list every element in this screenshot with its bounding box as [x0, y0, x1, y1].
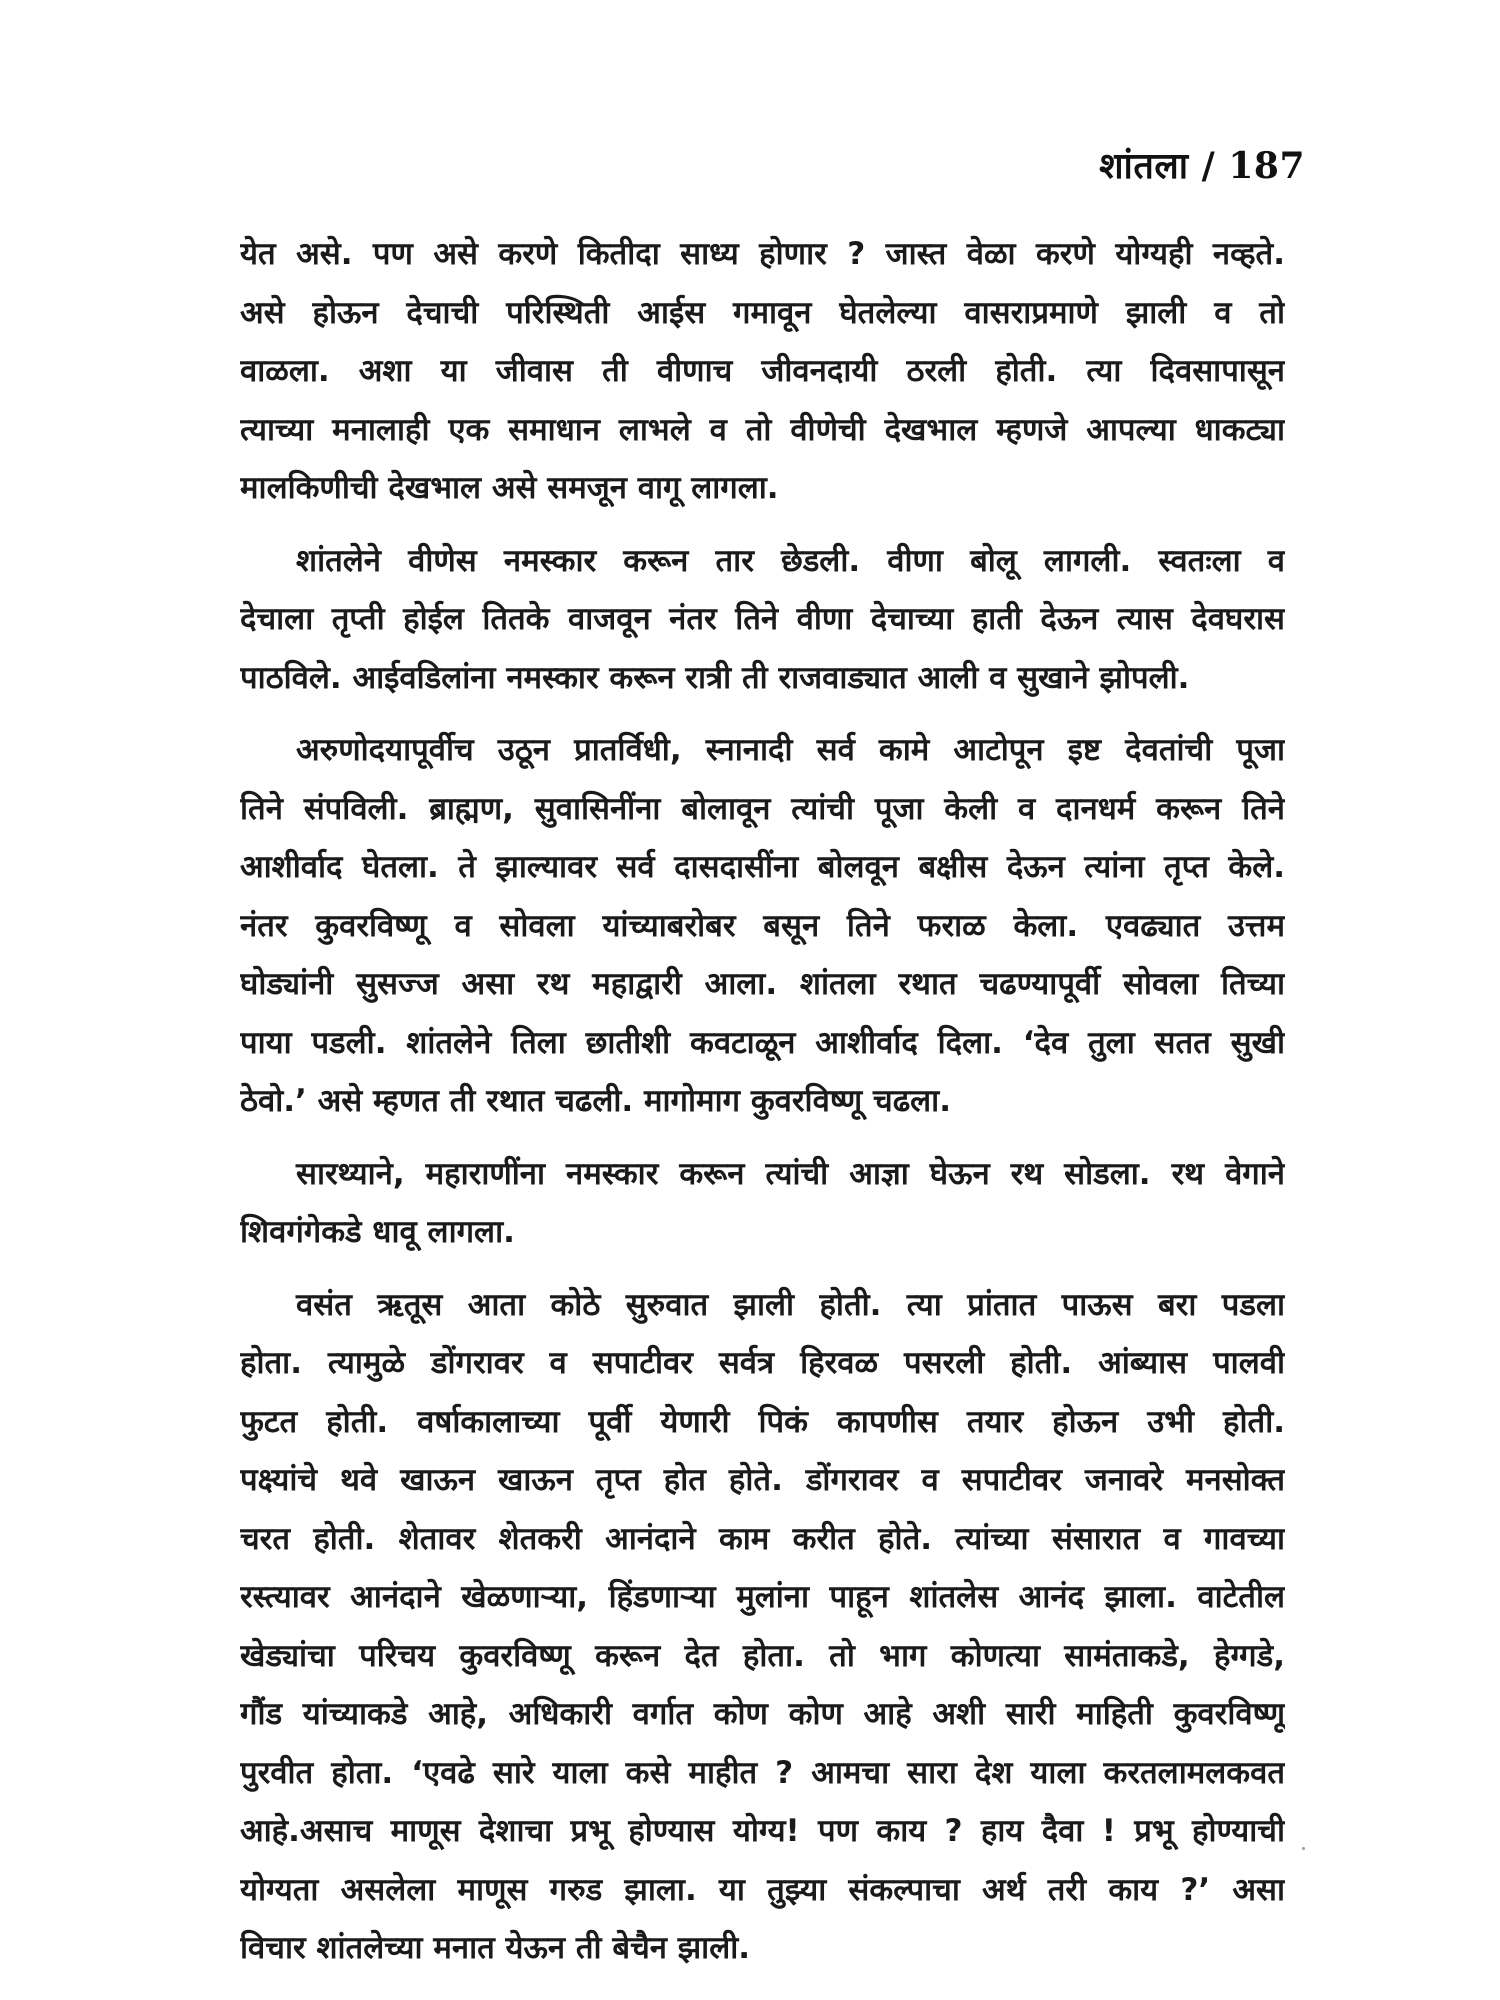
text-line: खेड्यांचा परिचय कुवरविष्णू करून देत होता. तो भाग कोणत्या सामंताकडे, हेग्गडे, [240, 1637, 1285, 1674]
text-line: फुटत होती. वर्षाकालाच्या पूर्वी येणारी पिकं कापणीस तयार होऊन उभी होती. [240, 1403, 1285, 1440]
text-line: आशीर्वाद घेतला. ते झाल्यावर सर्व दासदासींना बोलवून बक्षीस देऊन त्यांना तृप्त केले. [240, 849, 1285, 885]
text-line: पुरवीत होता. ‘एवढे सारे याला कसे माहीत ? आमचा सारा देश याला करतलामलकवत [240, 1754, 1285, 1791]
text-line: येत असे. पण असे करणे कितीदा साध्य होणार ? जास्त वेळा करणे योग्यही नव्हते. [240, 236, 1285, 272]
body-text [240, 225, 1285, 1992]
paragraph-1 [240, 225, 1285, 518]
text-line: त्याच्या मनालाही एक समाधान लाभले व तो वीणेची देखभाल म्हणजे आपल्या धाकट्या [240, 411, 1285, 448]
running-header: शांतला / 187 [1099, 145, 1305, 187]
text-line: गौंड यांच्याकडे आहे, अधिकारी वर्गात कोण कोण आहे अशी सारी माहिती कुवरविष्णू [240, 1696, 1285, 1732]
text-line: नंतर कुवरविष्णू व सोवला यांच्याबरोबर बसून तिने फराळ केला. एवढ्यात उत्तम [240, 907, 1285, 944]
text-line: असे होऊन देचाची परिस्थिती आईस गमावून घेतलेल्या वासराप्रमाणे झाली व तो [240, 294, 1285, 331]
text-line: ठेवो.’ असे म्हणत ती रथात चढली. मागोमाग कुवरविष्णू चढला. [240, 1083, 951, 1119]
paragraph-3 [240, 721, 1285, 1131]
text-line: तिने संपविली. ब्राह्मण, सुवासिनींना बोलावून त्यांची पूजा केली व दानधर्म करून तिने [240, 790, 1285, 827]
text-line: चरत होती. शेतावर शेतकरी आनंदाने काम करीत होते. त्यांच्या संसारात व गावच्या [240, 1520, 1285, 1557]
text-line: सारथ्याने, महाराणींना नमस्कार करून त्यांची आज्ञा घेऊन रथ सोडला. रथ वेगाने [296, 1155, 1285, 1192]
paragraph-4 [240, 1145, 1285, 1262]
text-line: रस्त्यावर आनंदाने खेळणाऱ्या, हिंडणाऱ्या मुलांना पाहून शांतलेस आनंद झाला. वाटेतील [240, 1579, 1285, 1615]
text-line: पक्ष्यांचे थवे खाऊन खाऊन तृप्त होत होते. डोंगरावर व सपाटीवर जनावरे मनसोक्त [240, 1462, 1285, 1498]
text-line: घोड्यांनी सुसज्ज असा रथ महाद्वारी आला. शांतला रथात चढण्यापूर्वी सोवला तिच्या [240, 966, 1285, 1002]
paragraph-5 [240, 1276, 1285, 1978]
text-line: विचार शांतलेच्या मनात येऊन ती बेचैन झाली. [240, 1930, 751, 1966]
text-line: पाया पडली. शांतलेने तिला छातीशी कवटाळून आशीर्वाद दिला. ‘देव तुला सतत सुखी [240, 1024, 1285, 1061]
text-line: आहे.असाच माणूस देशाचा प्रभू होण्यास योग्य! पण काय ? हाय दैवा ! प्रभू होण्याची [240, 1813, 1285, 1849]
text-line: होता. त्यामुळे डोंगरावर व सपाटीवर सर्वत्र हिरवळ पसरली होती. आंब्यास पालवी [240, 1345, 1285, 1381]
text-line: देचाला तृप्ती होईल तितके वाजवून नंतर तिने वीणा देचाच्या हाती देऊन त्यास देवघरास [240, 601, 1285, 637]
text-line: वसंत ऋतूस आता कोठे सुरुवात झाली होती. त्या प्रांतात पाऊस बरा पडला [296, 1286, 1285, 1323]
text-line: शिवगंगेकडे धावू लागला. [240, 1214, 515, 1250]
paragraph-2 [240, 532, 1285, 708]
scan-speck [1302, 1847, 1305, 1850]
text-line: वाळला. अशा या जीवास ती वीणाच जीवनदायी ठरली होती. त्या दिवसापासून [240, 353, 1285, 389]
text-line: मालकिणीची देखभाल असे समजून वागू लागला. [240, 470, 779, 506]
text-line: पाठविले. आईवडिलांना नमस्कार करून रात्री ती राजवाड्यात आली व सुखाने झोपली. [240, 659, 1190, 696]
text-line: अरुणोदयापूर्वीच उठून प्रातर्विधी, स्नानादी सर्व कामे आटोपून इष्ट देवतांची पूजा [296, 732, 1285, 768]
text-line: शांतलेने वीणेस नमस्कार करून तार छेडली. वीणा बोलू लागली. स्वतःला व [296, 542, 1285, 579]
text-line: योग्यता असलेला माणूस गरुड झाला. या तुझ्या संकल्पाचा अर्थ तरी काय ?’ असा [240, 1871, 1285, 1908]
